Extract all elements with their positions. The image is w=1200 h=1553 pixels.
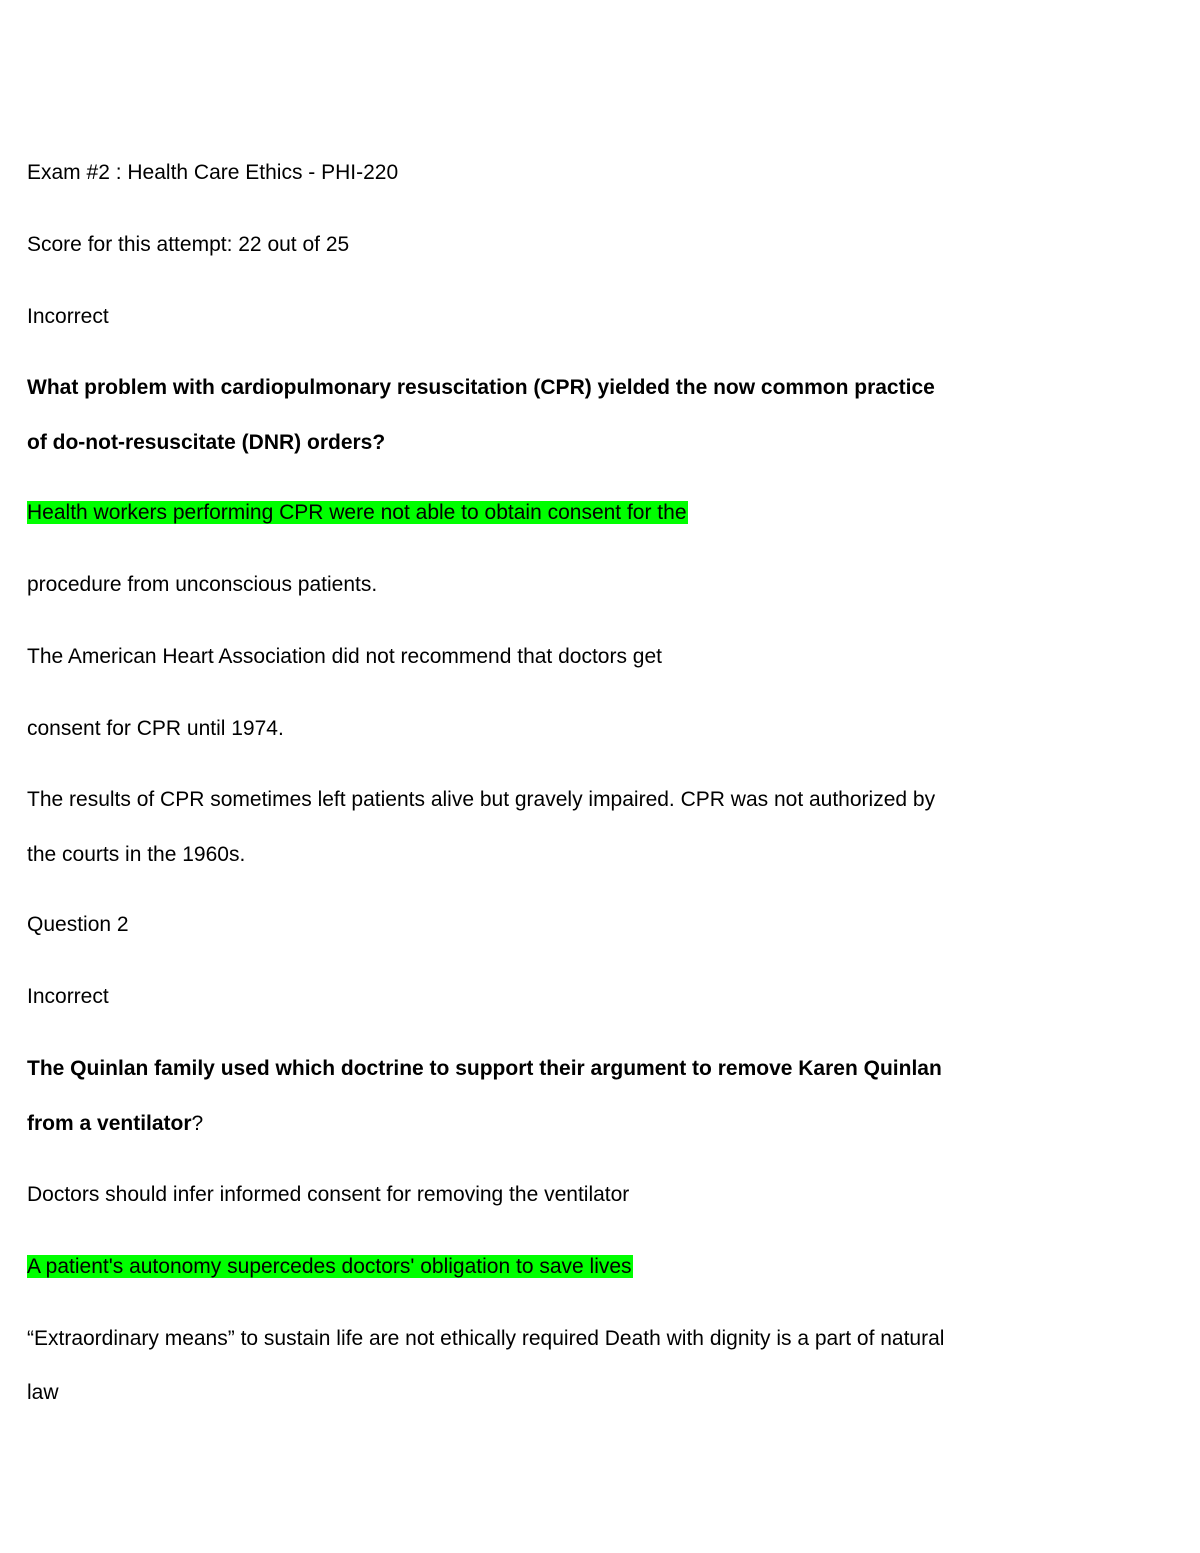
q2-prompt-line2-end: ? <box>191 1112 204 1135</box>
exam-title: Exam #2 : Health Care Ethics - PHI-220 <box>27 161 399 184</box>
correct-answer-highlight: A patient's autonomy supercedes doctors' obligation to save lives <box>27 1255 632 1278</box>
q1-answer-b-line1: The American Heart Association did not recommend that doctors get <box>27 645 662 668</box>
correct-answer-highlight: Health workers performing CPR were not able to obtain consent for the <box>27 501 687 524</box>
q2-prompt-line2-bold: from a ventilator <box>27 1112 192 1135</box>
q2-prompt-line1: The Quinlan family used which doctrine to support their argument to remove Karen Quinlan <box>27 1057 942 1080</box>
q2-status: Incorrect <box>27 985 109 1008</box>
q2-label: Question 2 <box>27 913 129 936</box>
q1-answer-a-line2: procedure from unconscious patients. <box>27 573 378 596</box>
q2-answer-c-line2: law <box>27 1381 59 1404</box>
q1-answer-a-line1 <box>27 500 688 526</box>
q2-answer-a: Doctors should infer informed consent for removing the ventilator <box>27 1183 630 1206</box>
q1-prompt-line2: of do-not-resuscitate (DNR) orders? <box>27 431 386 454</box>
q1-answer-b-line2: consent for CPR until 1974. <box>27 717 284 740</box>
q1-status: Incorrect <box>27 305 109 328</box>
q2-answer-c-line1: “Extraordinary means” to sustain life are not ethically required Death with dignity is a part of natural <box>27 1327 945 1350</box>
q2-answer-b <box>27 1254 633 1280</box>
q2-prompt-line2 <box>27 1111 203 1137</box>
q1-answer-c-line1: The results of CPR sometimes left patients alive but gravely impaired. CPR was not authorized by <box>27 788 936 811</box>
score-text: Score for this attempt: 22 out of 25 <box>27 233 350 256</box>
q1-answer-c-line2: the courts in the 1960s. <box>27 843 246 866</box>
q1-prompt-line1: What problem with cardiopulmonary resuscitation (CPR) yielded the now common practice <box>27 376 935 399</box>
